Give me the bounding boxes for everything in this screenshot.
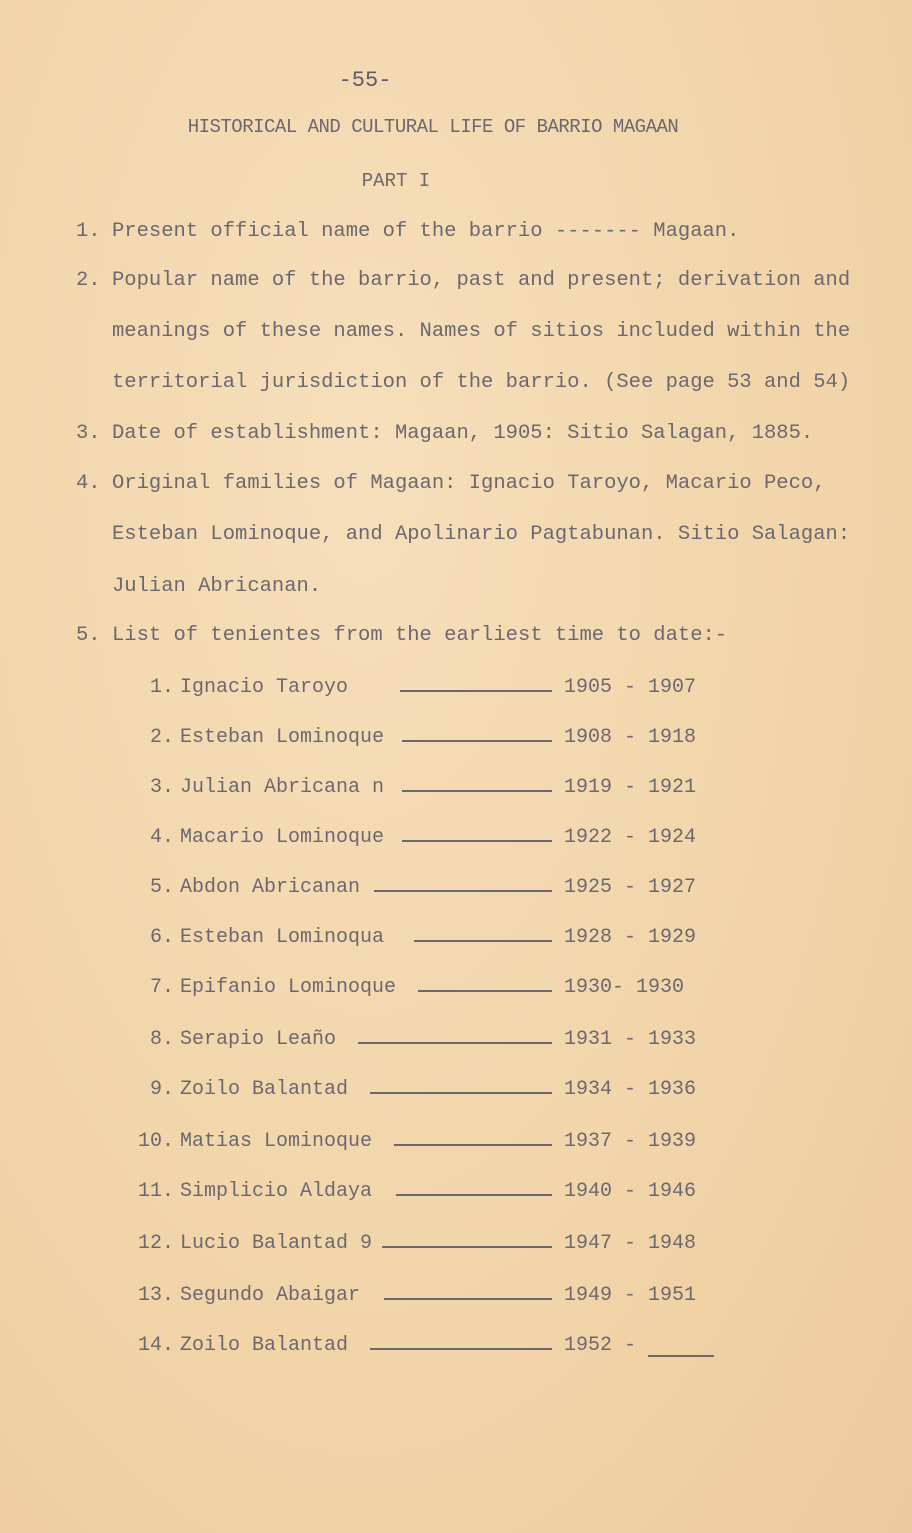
teniente-number: 3. (149, 776, 174, 799)
teniente-years: 1931 - 1933 (564, 1028, 697, 1051)
teniente-name: Zoilo Balantad (180, 1078, 349, 1101)
item-line: Esteban Lominoque, and Apolinario Pagtabunan. Sitio Salagan: (112, 523, 851, 546)
item-line: meanings of these names. Names of sitios included within the (112, 320, 851, 343)
teniente-years: 1947 - 1948 (564, 1232, 697, 1255)
teniente-row (130, 776, 730, 806)
teniente-row (130, 926, 730, 956)
leader-dash (358, 1042, 552, 1044)
teniente-years: 1908 - 1918 (564, 726, 697, 749)
teniente-number: 2. (149, 726, 174, 749)
teniente-years: 1922 - 1924 (564, 826, 697, 849)
teniente-years: 1934 - 1936 (564, 1078, 697, 1101)
item-line: Original families of Magaan: Ignacio Taroyo, Macario Peco, (112, 472, 826, 495)
leader-dash (418, 990, 552, 992)
item-number: 5. (76, 624, 101, 647)
leader-dash (370, 1092, 552, 1094)
teniente-name: Segundo Abaigar (180, 1284, 361, 1307)
teniente-number: 11. (137, 1180, 174, 1203)
teniente-row (130, 876, 730, 906)
teniente-name: Lucio Balantad 9 (180, 1232, 373, 1255)
teniente-row (130, 726, 730, 756)
teniente-row (130, 676, 730, 706)
teniente-years: 1940 - 1946 (564, 1180, 697, 1203)
teniente-row (130, 1078, 730, 1108)
leader-dash (414, 940, 552, 942)
item-line: Julian Abricanan. (112, 575, 322, 598)
teniente-number: 13. (137, 1284, 174, 1307)
teniente-row (130, 1334, 730, 1364)
teniente-number: 10. (137, 1130, 174, 1153)
teniente-row (130, 976, 730, 1006)
item-line: Date of establishment: Magaan, 1905: Sitio Salagan, 1885. (112, 422, 814, 445)
teniente-years: 1937 - 1939 (564, 1130, 697, 1153)
teniente-number: 12. (137, 1232, 174, 1255)
item-line: territorial jurisdiction of the barrio. (See page 53 and 54) (112, 371, 851, 394)
leader-dash (384, 1298, 552, 1300)
blank-line (648, 1337, 714, 1357)
leader-dash (370, 1348, 552, 1350)
leader-dash (382, 1246, 552, 1248)
item-line: List of tenientes from the earliest time to date:- (112, 624, 728, 647)
leader-dash (374, 890, 552, 892)
teniente-years-text: 1952 - (564, 1334, 637, 1357)
teniente-name: Esteban Lominoque (180, 726, 385, 749)
teniente-row (130, 1232, 730, 1262)
leader-dash (402, 840, 552, 842)
teniente-years: 1925 - 1927 (564, 876, 697, 899)
teniente-years: 1930- 1930 (564, 976, 685, 999)
teniente-number: 4. (149, 826, 174, 849)
teniente-name: Abdon Abricanan (180, 876, 361, 899)
teniente-number: 6. (149, 926, 174, 949)
teniente-years (564, 1334, 714, 1357)
item-number: 4. (76, 472, 101, 495)
document-subtitle: PART I (361, 170, 431, 192)
teniente-row (130, 1284, 730, 1314)
teniente-name: Esteban Lominoqua (180, 926, 385, 949)
item-number: 3. (76, 422, 101, 445)
teniente-number: 5. (149, 876, 174, 899)
leader-dash (402, 740, 552, 742)
document-title: HISTORICAL AND CULTURAL LIFE OF BARRIO MAGAAN (187, 116, 679, 138)
item-number: 1. (76, 220, 101, 243)
teniente-number: 9. (149, 1078, 174, 1101)
teniente-name: Zoilo Balantad (180, 1334, 349, 1357)
teniente-row (130, 1028, 730, 1058)
leader-dash (402, 790, 552, 792)
page-number: -55- (338, 68, 392, 93)
teniente-name: Simplicio Aldaya (180, 1180, 373, 1203)
teniente-row (130, 1130, 730, 1160)
teniente-name: Julian Abricana n (180, 776, 385, 799)
teniente-number: 7. (149, 976, 174, 999)
teniente-years: 1928 - 1929 (564, 926, 697, 949)
teniente-name: Ignacio Taroyo (180, 676, 349, 699)
teniente-years: 1919 - 1921 (564, 776, 697, 799)
teniente-name: Matias Lominoque (180, 1130, 373, 1153)
teniente-number: 1. (149, 676, 174, 699)
teniente-name: Macario Lominoque (180, 826, 385, 849)
teniente-name: Epifanio Lominoque (180, 976, 397, 999)
teniente-row (130, 826, 730, 856)
item-number: 2. (76, 269, 101, 292)
teniente-number: 14. (137, 1334, 174, 1357)
item-line: Present official name of the barrio ------- Magaan. (112, 220, 740, 243)
leader-dash (396, 1194, 552, 1196)
teniente-number: 8. (149, 1028, 174, 1051)
item-line: Popular name of the barrio, past and present; derivation and (112, 269, 851, 292)
teniente-years: 1905 - 1907 (564, 676, 697, 699)
teniente-years: 1949 - 1951 (564, 1284, 697, 1307)
leader-dash (400, 690, 552, 692)
leader-dash (394, 1144, 552, 1146)
teniente-row (130, 1180, 730, 1210)
teniente-name: Serapio Leaño (180, 1028, 337, 1051)
